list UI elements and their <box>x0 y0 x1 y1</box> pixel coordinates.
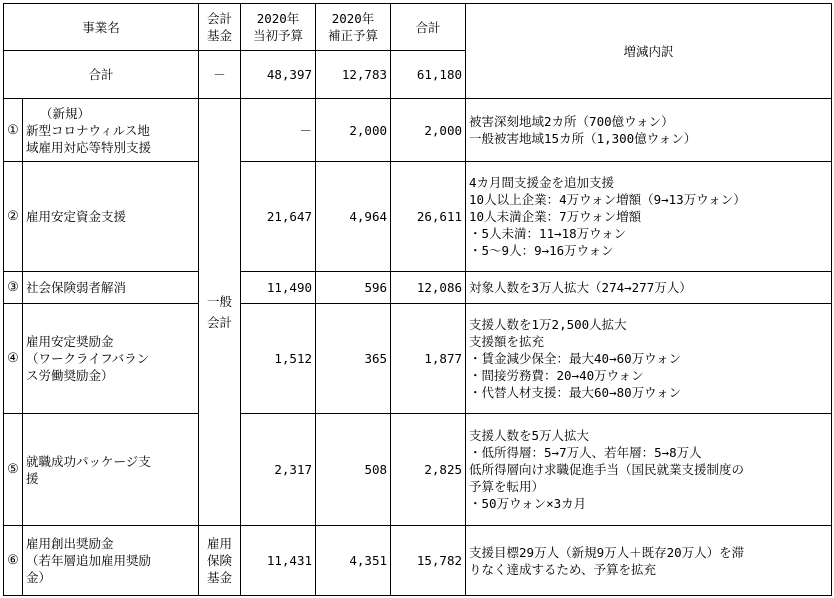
initial-budget: 21,647 <box>241 162 316 272</box>
header-row <box>4 4 832 51</box>
employment-fund-line3: 基金 <box>207 570 233 585</box>
header-supplementary-budget <box>316 4 391 51</box>
row-total: 12,086 <box>391 272 466 304</box>
initial-budget: 11,431 <box>241 526 316 596</box>
detail-line: 支援額を拡充 <box>469 334 545 349</box>
header-fund-line2: 基金 <box>207 28 233 43</box>
row-total: 2,825 <box>391 414 466 526</box>
row-total: 26,611 <box>391 162 466 272</box>
project-name-line: 雇用安定奨励金 <box>26 334 114 349</box>
project-name-line: 金） <box>26 570 52 585</box>
general-account-line2: 会計 <box>207 315 233 330</box>
supp-budget: 2,000 <box>316 99 391 162</box>
table-row <box>4 304 832 414</box>
initial-budget: 2,317 <box>241 414 316 526</box>
row-total: 2,000 <box>391 99 466 162</box>
general-account-cell <box>199 99 241 526</box>
detail-line: 被害深刻地域2カ所（700億ウォン） <box>469 114 674 129</box>
supp-budget: 508 <box>316 414 391 526</box>
detail-line: ・間接労務費：20→40万ウォン <box>469 368 644 383</box>
project-name: 社会保険弱者解消 <box>23 272 199 304</box>
detail-cell <box>466 414 832 526</box>
budget-table <box>3 3 832 596</box>
project-name-line: 新型コロナウィルス地 <box>26 122 150 138</box>
total-total: 61,180 <box>391 51 466 99</box>
initial-budget: 11,490 <box>241 272 316 304</box>
table-row <box>4 272 832 304</box>
initial-budget: 1,512 <box>241 304 316 414</box>
project-name <box>23 414 199 526</box>
row-total: 1,877 <box>391 304 466 414</box>
detail-line: ・賃金減少保全：最大40→60万ウォン <box>469 351 682 366</box>
employment-fund-line2: 保険 <box>207 553 233 568</box>
project-name <box>23 526 199 596</box>
detail-cell <box>466 526 832 596</box>
detail-line: ・50万ウォン×3カ月 <box>469 496 587 511</box>
header-fund-line1: 会計 <box>207 11 233 26</box>
detail-line: 10人以上企業：4万ウォン増額（9→13万ウォン） <box>469 192 746 207</box>
table-row <box>4 162 832 272</box>
project-name-line: 域雇用対応等特別支援 <box>26 139 152 155</box>
supp-budget: 596 <box>316 272 391 304</box>
project-name-line: ス労働奨励金） <box>26 368 114 383</box>
row-number: ① <box>4 99 23 162</box>
detail-cell: 対象人数を3万人拡大（274→277万人） <box>466 272 832 304</box>
detail-line: 予算を転用） <box>469 479 545 494</box>
header-detail: 増減内訳 <box>466 4 832 99</box>
detail-line: 支援人数を5万人拡大 <box>469 428 590 443</box>
project-name-line: （新規） <box>40 105 91 121</box>
project-name-line: 就職成功パッケージ支 <box>26 453 151 469</box>
detail-line: 支援目標29万人（新規9万人＋既存20万人）を滞 <box>469 544 745 560</box>
table-row <box>4 99 832 162</box>
project-name: 雇用安定資金支援 <box>23 162 199 272</box>
detail-line: ・低所得層：5→7万人、若年層：5→8万人 <box>469 445 702 460</box>
total-label: 合計 <box>4 51 199 99</box>
row-number: ② <box>4 162 23 272</box>
detail-cell <box>466 162 832 272</box>
supp-budget: 4,351 <box>316 526 391 596</box>
header-initial-budget <box>241 4 316 51</box>
table-row <box>4 414 832 526</box>
header-initial-line1: 2020年 <box>256 11 300 26</box>
detail-line: ・5人未満：11→18万ウォン <box>469 226 627 241</box>
header-supp-line2: 補正予算 <box>328 28 379 43</box>
table-row <box>4 526 832 596</box>
general-account-line1: 一般 <box>207 294 233 309</box>
supp-budget: 365 <box>316 304 391 414</box>
header-total: 合計 <box>391 4 466 51</box>
detail-cell <box>466 99 832 162</box>
employment-fund-line1: 雇用 <box>207 536 233 551</box>
row-number: ③ <box>4 272 23 304</box>
row-number: ⑤ <box>4 414 23 526</box>
header-supp-line1: 2020年 <box>331 11 375 26</box>
employment-fund-cell <box>199 526 241 596</box>
detail-line: 一般被害地域15カ所（1,300億ウォン） <box>469 131 697 146</box>
project-name-line: （ワークライフバラン <box>26 351 150 366</box>
project-name <box>23 99 199 162</box>
detail-line: りなく達成するため、予算を拡充 <box>469 561 657 577</box>
header-fund <box>199 4 241 51</box>
total-supp: 12,783 <box>316 51 391 99</box>
project-name-line: （若年層追加雇用奨励 <box>26 553 152 568</box>
row-total: 15,782 <box>391 526 466 596</box>
row-number: ⑥ <box>4 526 23 596</box>
detail-line: 10人未満企業：7万ウォン増額 <box>469 209 642 224</box>
project-name-line: 援 <box>26 470 39 486</box>
detail-line: ・5～9人：9→16万ウォン <box>469 243 614 258</box>
header-initial-line2: 当初予算 <box>253 28 304 43</box>
project-name <box>23 304 199 414</box>
detail-line: 支援人数を1万2,500人拡大 <box>469 317 627 332</box>
total-fund: － <box>199 51 241 99</box>
detail-line: 低所得層向け求職促進手当（国民就業支援制度の <box>469 462 745 477</box>
header-project: 事業名 <box>4 4 199 51</box>
initial-budget: － <box>241 99 316 162</box>
row-number: ④ <box>4 304 23 414</box>
detail-line: 4カ月間支援金を追加支援 <box>469 175 615 190</box>
detail-line: ・代替人材支援：最大60→80万ウォン <box>469 385 682 400</box>
detail-cell <box>466 304 832 414</box>
supp-budget: 4,964 <box>316 162 391 272</box>
total-initial: 48,397 <box>241 51 316 99</box>
project-name-line: 雇用創出奨励金 <box>26 536 114 551</box>
